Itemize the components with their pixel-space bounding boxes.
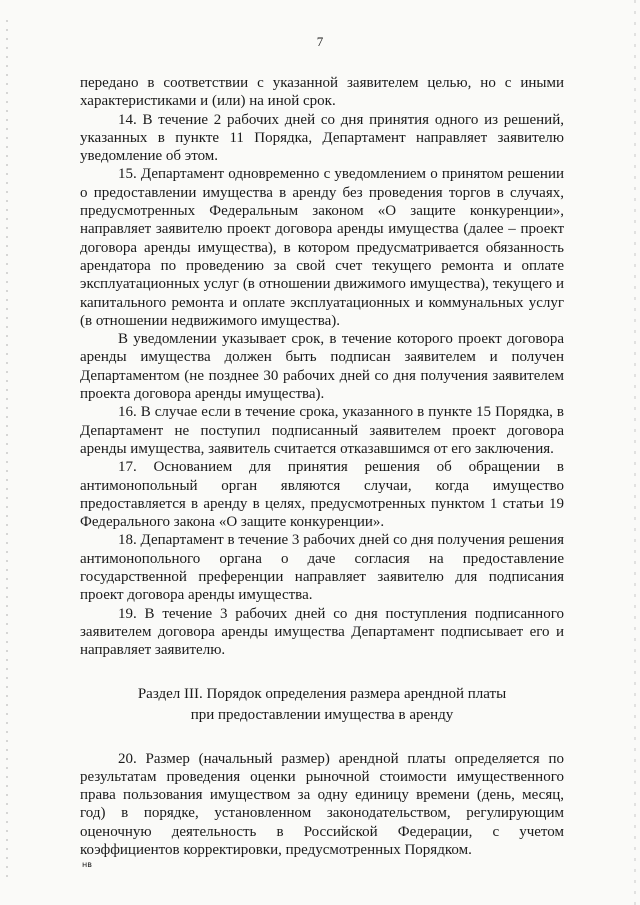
paragraph-15: 15. Департамент одновременно с уведомлением о принятом решении о предоставлении имущества в аренду без проведения торгов в случаях, предусмотренных Федеральным законом «О защите конкуренции», направляет заявителю проект договора аренды имущества (далее – проект договора аренды имущества), в котором предусматривается обязанность арендатора по проведению за свой счет текущего ремонта и оплате эксплуатационных услуг (в отношении движимого имущества), текущего и капитального ремонта и оплате эксплуатационных и коммунальных услуг (в отношении недвижимого имущества).	[80, 166, 564, 329]
section-heading-line-2: при предоставлении имущества в аренду	[190, 706, 454, 723]
paragraph-19: 19. В течение 3 рабочих дней со дня поступления подписанного заявителем договора аренды имущества Департамент подписывает его и направляет заявителю.	[80, 605, 564, 659]
paragraph-20: 20. Размер (начальный размер) арендной платы определяется по результатам проведения оценки рыночной стоимости имущественного права пользования имуществом за одну единицу времени (день, месяц, год) в порядке, установленном законодательством, регулирующим оценочную деятельность в Российской Федерации, с учетом коэффициентов корректировки, предусмотренных Порядком.	[80, 750, 564, 858]
scan-edge-left	[6, 20, 8, 880]
paragraph-16: 16. В случае если в течение срока, указанного в пункте 15 Порядка, в Департамент не поступил подписанный заявителем проект договора аренды имущества, заявитель считается отказавшимся от его заключения.	[80, 404, 564, 457]
section-heading-line-1: Раздел III. Порядок определения размера арендной платы	[137, 685, 507, 702]
section-heading	[80, 684, 564, 726]
footer-initials: нв	[82, 860, 92, 869]
paragraph-18: 18. Департамент в течение 3 рабочих дней со дня получения решения антимонопольного органа о даче согласия на предоставление государственной преференции направляет заявителю для подписания проект договора аренды имущества.	[80, 532, 564, 604]
paragraph-17: 17. Основанием для принятия решения об обращении в антимонопольный орган являются случаи, когда имущество предоставляется в аренду в целях, предусмотренных пунктом 1 статьи 19 Федерального закона «О защите конкуренции».	[80, 459, 564, 531]
paragraph-14: 14. В течение 2 рабочих дней со дня принятия одного из решений, указанных в пункте 11 Порядка, Департамент направляет заявителю уведомление об этом.	[80, 111, 564, 165]
document-body	[80, 74, 564, 859]
paragraph-continuation: передано в соответствии с указанной заявителем целью, но с иными характеристиками и (или) на иной срок.	[80, 75, 564, 110]
paragraph-15-notice: В уведомлении указывает срок, в течение которого проект договора аренды имущества должен быть подписан заявителем и получен Департаментом (не позднее 30 рабочих дней со дня получения заявителем проекта договора аренды имущества).	[80, 331, 564, 403]
scan-edge-right	[634, 0, 636, 905]
page-number: 7	[316, 34, 324, 49]
